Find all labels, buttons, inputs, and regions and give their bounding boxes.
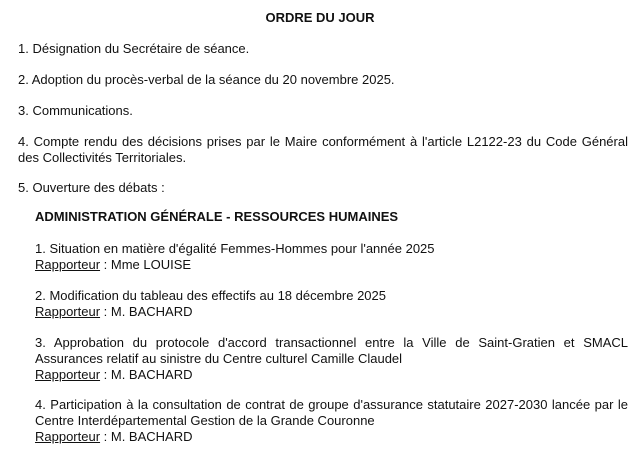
sub-item-text: 3. Approbation du protocole d'accord transactionnel entre la Ville de Saint-Gratien et SMACL Assurances relatif au sinistre du Centre culturel Camille Claudel: [35, 335, 628, 366]
rapporteur-line: [35, 257, 628, 273]
rapporteur-label: Rapporteur: [35, 304, 101, 319]
rapporteur-line: [35, 429, 628, 445]
agenda-item-5: 5. Ouverture des débats :: [18, 180, 165, 195]
rapporteur-line: [35, 304, 628, 320]
rapporteur-name: : M. BACHARD: [100, 367, 193, 382]
sub-item-2: [35, 288, 628, 320]
sub-item-4: [35, 397, 628, 445]
section-heading: ADMINISTRATION GÉNÉRALE - RESSOURCES HUMAINES: [35, 209, 399, 224]
rapporteur-name: : M. BACHARD: [100, 429, 193, 444]
rapporteur-label: Rapporteur: [35, 257, 101, 272]
page-title: ORDRE DU JOUR: [265, 10, 375, 25]
rapporteur-name: : M. BACHARD: [100, 304, 193, 319]
sub-item-text: 2. Modification du tableau des effectifs au 18 décembre 2025: [35, 288, 386, 303]
agenda-item-2: 2. Adoption du procès-verbal de la séance du 20 novembre 2025.: [18, 72, 395, 87]
sub-item-1: [35, 241, 628, 273]
rapporteur-name: : Mme LOUISE: [100, 257, 192, 272]
sub-item-3: [35, 335, 628, 383]
agenda-item-4: 4. Compte rendu des décisions prises par le Maire conformément à l'article L2122-23 du Code Général des Collectivités Territoriales.: [18, 134, 628, 165]
agenda-item-1: 1. Désignation du Secrétaire de séance.: [18, 41, 250, 56]
rapporteur-label: Rapporteur: [35, 429, 101, 444]
sub-item-text: 4. Participation à la consultation de contrat de groupe d'assurance statutaire 2027-2030 lancée par le Centre Interdépartemental Gestion de la Grande Couronne: [35, 397, 628, 428]
rapporteur-line: [35, 367, 628, 383]
sub-item-text: 1. Situation en matière d'égalité Femmes-Hommes pour l'année 2025: [35, 241, 435, 256]
rapporteur-label: Rapporteur: [35, 367, 101, 382]
agenda-item-3: 3. Communications.: [18, 103, 133, 118]
